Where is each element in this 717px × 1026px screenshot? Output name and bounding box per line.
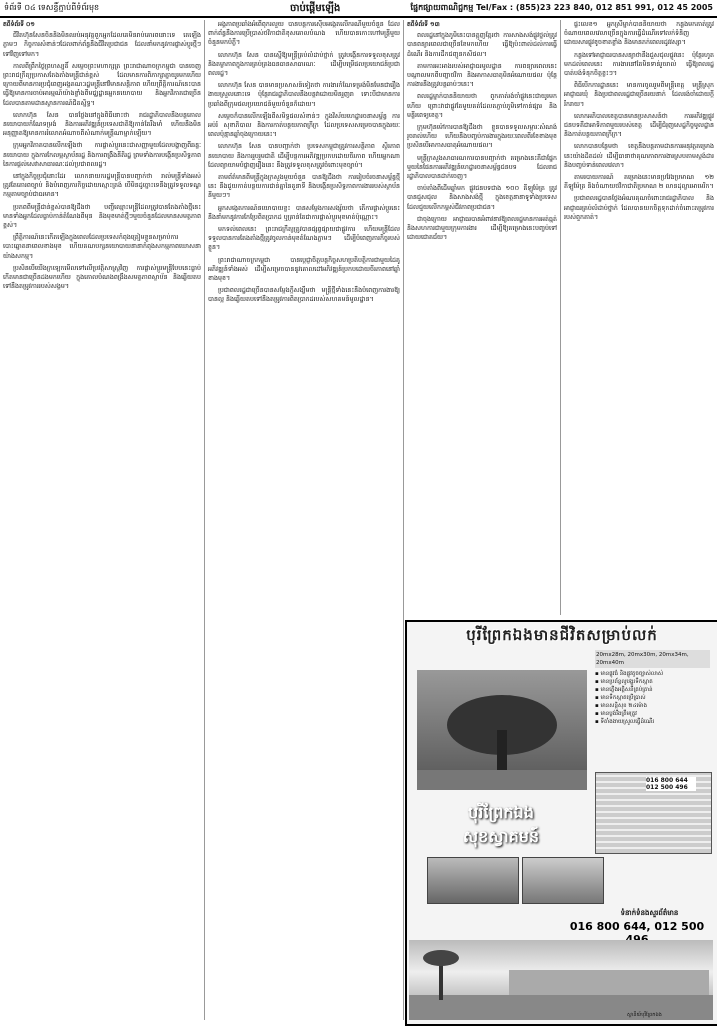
column-divider [560, 20, 561, 615]
paragraph: ពិធីបើកការដ្ឋាននេះ មានការចូលរួមពីមន្ត្រីខេត្ត មន្ត្រីស្រុក អាជ្ញាធរឃុំ និងប្រជាពលរដ្ឋជាច្រើនរយនាក់ ដែលរង់ចាំដោយក្ដីរីករាយ។ [564, 82, 714, 108]
ad-contact-label: ទំនាក់ទំនងសួរព័ត៌មាន [620, 909, 679, 917]
tree-photo-icon [417, 670, 587, 790]
real-estate-advertisement [405, 620, 717, 1026]
paragraph: លោកហ៊ុន សែន បានស្នើឱ្យមន្ត្រីគ្រប់លំដាប់ថ្នាក់ ត្រូវបង្កើនការទទួលខុសត្រូវ និងតម្លាភាពក្នុងការគ្រប់គ្រងធនធានសាធារណៈ ដើម្បីបម្រើផលប្រយោជន៍ប្រជាពលរដ្ឋ។ [208, 51, 400, 78]
paragraph: ចាប់តាំងពីដើមឆ្នាំមក ផ្លូវជនបទជាង ១០០ គីឡូម៉ែត្រ ត្រូវបានជួសជុល និងសាងសង់ថ្មី ក្នុងខេត្តនានាទូទាំងប្រទេស ដែលជួយលើកកម្ពស់ជីវភាពប្រជាជន។ [407, 185, 557, 211]
paragraph: ក្រុមហ៊ុនម៉ៅការបានឱ្យដឹងថា ខ្លួនបានទទួលសម្ភារៈសំណង់រួចរាល់ហើយ ហើយនឹងបញ្ចប់ការងារក្នុងរយៈពេលពីរខែខាងមុខ ប្រសិនបើអាកាសធាតុអំណោយផល។ [407, 124, 557, 150]
ad-project-name: បុរីព្រែកឯង សុខស្វាគមន៍ [462, 803, 540, 846]
ad-feature: ▪ មានផ្លូវធំ និងផ្លូវតូចច្បាស់លាស់ [595, 671, 664, 677]
paragraph: អ្នកសង្កេតការណ៍នយោបាយខ្លះ បានសម្ដែងការសង្ស័យថា តើការផ្លាស់ប្ដូរនេះ នឹងនាំមកនូវការកែប្រែពិតប្រាកដ ឬគ្រាន់តែជាការផ្លាស់ប្ដូរមុខមាត់ប៉ុណ្ណោះ។ [208, 204, 400, 221]
paragraph: ជីវិតហ៊ុនសែនចិននិងមិនឈប់អនុវត្តពួកអ្នកដែលគេមិនរាប់គោរពនោះទេ គេឡើងភ្លាមៗ កិច្ចការសំខាន់ៗដែលពាក់ព័ន្ធនឹងជីវិតប្រជាជន ដែលនាំមកនូវការផ្លាស់ប្ដូរថ្មីៗ ទៅវិញទៅមក។ [3, 32, 201, 58]
paragraph: លោកហ៊ុន សែន បានមានប្រសាសន៍ទៀតថា ការងារកំណែទម្រង់មិនមែនជារឿងងាយស្រួលនោះទេ ប៉ុន្តែរាជរដ្ឋាភិបាលនឹងបន្តវាដោយមិនរួញរា ទោះបីជាមានការប្រឆាំងពីក្រុមផលប្រយោជន៍មួយចំនួនក៏ដោយ។ [208, 82, 400, 108]
ad-main-photo [417, 670, 587, 790]
paragraph: នៅក្នុងកិច្ចប្រជុំនោះដែរ លោកនាយករដ្ឋមន្ត្រីបានបញ្ជាក់ថា រាល់មន្ត្រីទាំងអស់ត្រូវតែគោរពច្បាប់ និងបំពេញភារកិច្ចដោយស្មោះត្រង់ បើមិនដូច្នោះទេនឹងត្រូវទទួលទណ្ឌកម្មតាមច្បាប់ជាធរមាន។ [3, 173, 201, 199]
paragraph: ពលរដ្ឋនៅក្នុងភូមិនេះបានត្អូញត្អែរថា ការសាងសង់ផ្លូវថ្នល់ត្រូវបានពន្យារពេលជាច្រើនខែមកហើយ ធ្វើឱ្យប៉ះពាល់ដល់ការធ្វើដំណើរ និងការដឹកជញ្ជូនកសិផល។ [407, 32, 557, 58]
paragraph: មកទល់ពេលនេះ ព្រះរាជក្រឹត្យត្រូវបានផ្សព្វផ្សាយជាផ្លូវការ ហើយមន្ត្រីដែលទទួលបានការតែងតាំងថ្មីត្រូវចូលកាន់មុខតំណែងភ្លាមៗ ដើម្បីបំពេញភារកិច្ចរបស់ខ្លួន។ [208, 226, 400, 252]
ad-phone-numbers: 016 800 644, 012 500 [569, 920, 705, 933]
paragraph: ក្រុមអ្នកវិភាគបានលើកឡើងថា ការផ្លាស់ប្ដូរនេះជាសញ្ញាមួយដែលបង្ហាញពីឆន្ទៈនយោបាយ ក្នុងការកែលម្អស្ថាប័នរដ្ឋ និងការពង្រឹងនីតិរដ្ឋ ព្រមទាំងការបង្កើនប្រសិទ្ធភាពនៃការផ្ដល់សេវាសាធារណៈដល់ប្រជាពលរដ្ឋ។ [3, 142, 201, 168]
paragraph: មន្ត្រីក្រសួងសាធារណការបានបញ្ជាក់ថា គម្រោងនេះគឺជាផ្នែកមួយនៃផែនការអភិវឌ្ឍន៍ហេដ្ឋារចនាសម្ព័ន្ធជនបទ ដែលរាជរដ្ឋាភិបាលបានដាក់ចេញ។ [407, 154, 557, 181]
paragraph: ប្រសិនបើយើងក្រឡេកមើលទៅលើប្រវត្តិសាស្ត្រវិញ ការផ្លាស់ប្ដូរមន្ត្រីបែបនេះធ្លាប់កើតមានជាច្រើនដងមកហើយ ក្នុងគោលបំណងពង្រឹងសមត្ថភាពស្ថាប័ន និងឆ្លើយតបទៅនឹងតម្រូវការរបស់សង្គម។ [3, 264, 201, 291]
ad-map-numbers: 016 800 644 012 500 496 [646, 777, 696, 791]
ad-feature: ▪ ទីតាំងងាយស្រួលធ្វើដំណើរ [595, 719, 655, 725]
ad-headline: បុរីព្រែកឯងមានជីវិតសម្រាប់លក់ [466, 626, 658, 644]
ad-feature: ▪ មានទឹកស្អាតប្រើប្រាស់ [595, 695, 646, 701]
article-column-3 [407, 20, 557, 615]
ad-site-map [595, 772, 712, 854]
paragraph: លោកបានបន្ថែមថា ខេត្តនឹងបន្តតាមដានការអនុវត្តគម្រោងនេះយ៉ាងដិតដល់ ដើម្បីធានាថាគុណភាពការងារស្របតាមស្តង់ដារ និងបញ្ចប់ទាន់ពេលវេលា។ [564, 143, 714, 169]
paragraph: ជាចុងក្រោយ អាជ្ញាធរបានអំពាវនាវឱ្យពលរដ្ឋមានការអត់ធ្មត់ និងសហការជាមួយក្រុមការងារ ដើម្បីឱ្យគម្រោងនេះបញ្ចប់ទៅដោយជោគជ័យ។ [407, 215, 557, 242]
ad-house-photo [522, 857, 604, 904]
paragraph: ប្រជាពលរដ្ឋបានថ្លែងអំណរគុណចំពោះរាជរដ្ឋាភិបាល និងអាជ្ញាធរគ្រប់លំដាប់ថ្នាក់ ដែលបានយកចិត្តទុកដាក់ចំពោះតម្រូវការរបស់ពួកគាត់។ [564, 195, 714, 221]
paragraph: លោកអភិបាលខេត្តបានមានប្រសាសន៍ថា ការអភិវឌ្ឍផ្លូវជនបទគឺជាអាទិភាពមួយរបស់ខេត្ត ដើម្បីជំរុញសេដ្ឋកិច្ចមូលដ្ឋាន និងកាត់បន្ថយភាពក្រីក្រ។ [564, 112, 714, 139]
continued-from: តពីទំព័រទី ០១ [3, 21, 35, 28]
continued-from: តពីទំព័រទី ១៣ [407, 21, 440, 28]
column-divider [403, 20, 404, 1020]
paragraph: ប្រជាពលរដ្ឋជាច្រើនបានសម្ដែងក្ដីសង្ឃឹមថា មន្ត្រីថ្មីទាំងនេះនឹងបំពេញការងារឱ្យបានល្អ និងឆ្លើយតបទៅនឹងតម្រូវការពិតប្រាកដរបស់សហគមន៍មូលដ្ឋាន។ [208, 287, 400, 304]
ad-feature: ▪ មានប្លង់រឹងត្រឹមត្រូវ [595, 711, 637, 717]
paragraph: អង្គភាពប្រឆាំងអំពើពុករលួយ បានបន្តការស៊ើបអង្កេតលើករណីមួយចំនួន ដែលពាក់ព័ន្ធនឹងការប្រើប្រាស់ថវិកាជាតិខុសគោលបំណង ហើយបានកោះហៅមន្ត្រីមួយចំនួនមកបំភ្លឺ។ [208, 21, 400, 47]
paragraph: តាមរបាយការណ៍ គម្រោងនេះមានប្រវែងប្រមាណ ១២ គីឡូម៉ែត្រ និងចំណាយថវិកាជាតិប្រមាណ ២ លានដុល្លារអាមេរិក។ [564, 174, 714, 191]
article-column-2 [208, 20, 400, 1020]
ad-feature: ▪ មានប្រព័ន្ធលូបង្ហូរទឹកស្អាត [595, 679, 653, 685]
page-number-label: ទំព័រទី ០៤ ទេសន្ធិ៍ភ្ជាប់ពីទំព័រមុខ [4, 3, 100, 12]
ad-entrance-photo [409, 940, 713, 1020]
paragraph: លោកហ៊ុន សែន បានថ្លែងនៅក្នុងពិធីនោះថា រាជរដ្ឋាភិបាលនឹងបន្តគោលនយោបាយកំណែទម្រង់ និងការអភិវឌ្ឍន៍ប្រទេសជាតិឱ្យកាន់តែរឹងមាំ ហើយនឹងមិនអនុញ្ញាតឱ្យមានការរំលោភអំណាចពីសំណាក់មន្ត្រីណាម្នាក់ឡើយ។ [3, 111, 201, 138]
paragraph: តាមការអះអាងរបស់អាជ្ញាធរមូលដ្ឋាន ការពន្យារពេលនេះបណ្ដាលមកពីបញ្ហាថវិកា និងអាកាសធាតុមិនអំណោយផល ប៉ុន្តែការងារនឹងត្រូវបន្តឆាប់ៗនេះ។ [407, 62, 557, 89]
paragraph: ព្រះរាជាណាចក្រកម្ពុជា បានប្ដេជ្ញាចិត្តបន្តកិច្ចសហប្រតិបត្តិការជាមួយដៃគូអភិវឌ្ឍន៍ទាំងអស់ ដើម្បីសម្រេចបាននូវគោលដៅអភិវឌ្ឍន៍ប្រកបដោយចីរភាពនៅឆ្នាំខាងមុខ។ [208, 256, 400, 283]
paragraph: កន្លងទៅអាជ្ញាធរបានសន្យាថានឹងជួសជុលផ្លូវនេះ ប៉ុន្តែរហូតមកដល់ពេលនេះ ការងារនៅតែមិនទាន់រួចរាល់ ធ្វើឱ្យពលរដ្ឋបាត់បង់ទំនុកចិត្តខ្លះៗ។ [564, 51, 714, 78]
paragraph: ប្រភពពីមន្ត្រីជាន់ខ្ពស់បានឱ្យដឹងថា បញ្ជីឈ្មោះមន្ត្រីដែលត្រូវបានតែងតាំងថ្មីនេះ មានទាំងអ្នកដែលធ្លាប់កាន់តំណែងពីមុន និងមុខមាត់ថ្មីៗមួយចំនួនដែលមានសមត្ថភាពខ្ពស់។ [3, 203, 201, 230]
palm-trees-icon [409, 940, 713, 1020]
paragraph: លោកហ៊ុន សែន បានបញ្ជាក់ថា ប្រទេសកម្ពុជាត្រូវការសន្តិភាព ស្ថិរភាពនយោបាយ និងការរួបរួមជាតិ ដើម្បីបន្តការអភិវឌ្ឍប្រកបដោយចីរភាព ហើយអ្នកណាដែលព្យាយាមបំផ្លាញរឿងនេះ នឹងត្រូវទទួលខុសត្រូវចំពោះមុខច្បាប់។ [208, 143, 400, 169]
ad-lot-sizes: 20mx28m, 20mx30m, 20mx34m, 20mx40m [595, 650, 710, 668]
ad-feature: ▪ មានភ្លើងអគ្គិសនីគ្រប់គ្រាន់ [595, 687, 653, 693]
page-header [0, 0, 717, 18]
ad-details [595, 650, 710, 726]
paragraph: សម្ដេចក៏បានលើកឡើងពីសមិទ្ធផលសំខាន់ៗ ក្នុងវិស័យហេដ្ឋារចនាសម្ព័ន្ធ ការអប់រំ សុខាភិបាល និងការកាត់បន្ថយភាពក្រីក្រ ដែលប្រទេសសម្រេចបានក្នុងរយៈពេលប៉ុន្មានឆ្នាំចុងក្រោយនេះ។ [208, 112, 400, 139]
paragraph: ផ្ទះលេខ១ អ្នកស្រីម្នាក់បាននិយាយថា កន្លងមកគាត់ត្រូវចំណាយពេលវេលាច្រើនក្នុងការធ្វើដំណើរទៅលក់ទំនិញ ដោយសារផ្លូវខូចខាតខ្លាំង និងមានភក់ពេលរដូវវស្សា។ [564, 21, 714, 47]
paragraph: ព្រឹត្តិការណ៍នេះកើតឡើងក្នុងពេលដែលប្រទេសកំពុងត្រៀមខ្លួនសម្រាប់ការបោះឆ្នោតនាពេលខាងមុខ ហើយគណបក្សនយោបាយនានាកំពុងសកម្មភាពឃោសនាយ៉ាងសកម្ម។ [3, 234, 201, 260]
article-column-4 [564, 20, 714, 615]
paragraph: តាមព័ត៌មានពីមន្ត្រីក្នុងក្រសួងមួយចំនួន បានឱ្យដឹងថា ការរៀបចំរចនាសម្ព័ន្ធថ្មីនេះ នឹងជួយកាត់បន្ថយការជាន់គ្នានៃតួនាទី និងបង្កើនប្រសិទ្ធភាពការងាររបស់ស្ថាប័ននីមួយៗ។ [208, 174, 400, 200]
ad-feature: ▪ មានសន្តិសុខ ២៤ម៉ោង [595, 703, 647, 709]
newspaper-title: ចាប់ផ្ដើមឡើង [290, 2, 341, 14]
ad-house-photo [427, 857, 519, 904]
contact-info: ផ្នែកផ្សាយពាណិជ្ជកម្ម Tel/Fax : (855)23 223 840, 012 851 991, 012 45 2005 [410, 3, 713, 12]
paragraph: ពលរដ្ឋម្នាក់បាននិយាយថា ពួកគាត់រង់ចាំផ្លូវនេះជាយូរមកហើយ ព្រោះវាជាផ្លូវតែមួយគត់ដែលតភ្ជាប់ភូមិទៅកាន់ផ្សារ និងមន្ទីរពេទ្យខេត្ត។ [407, 93, 557, 119]
ad-photo-caption: ស្ថានីយ៍បុរីព្រែកឯង [627, 1012, 662, 1018]
paragraph: កាលពីព្រឹកថ្ងៃព្រហស្បតិ៍ សម្ដេចព្រះមហាក្សត្រ ព្រះរាជាណាចក្រកម្ពុជា បានចេញព្រះរាជក្រឹត្យប្រកាសតែងតាំងមន្ត្រីជាន់ខ្ពស់ ដែលមានការពិភាក្សាគ្នាយូរមកហើយ ក្រោយពីមានការប្រជុំពេញអង្គគណៈរដ្ឋមន្ត្រីនៅវិមានសន្តិភាព ហើយព្រឹត្តិការណ៍នេះបានធ្វើឱ្យមានការចាប់អារម្មណ៍យ៉ាងខ្លាំងពីមជ្ឈដ្ឋានអ្នកនយោបាយ និងអ្នកវិភាគជាច្រើន ដែលបានតាមដានស្ថានការណ៍ជិតស្និទ្ធ។ [3, 62, 201, 107]
column-divider [204, 20, 205, 1020]
article-column-1 [3, 20, 201, 1020]
